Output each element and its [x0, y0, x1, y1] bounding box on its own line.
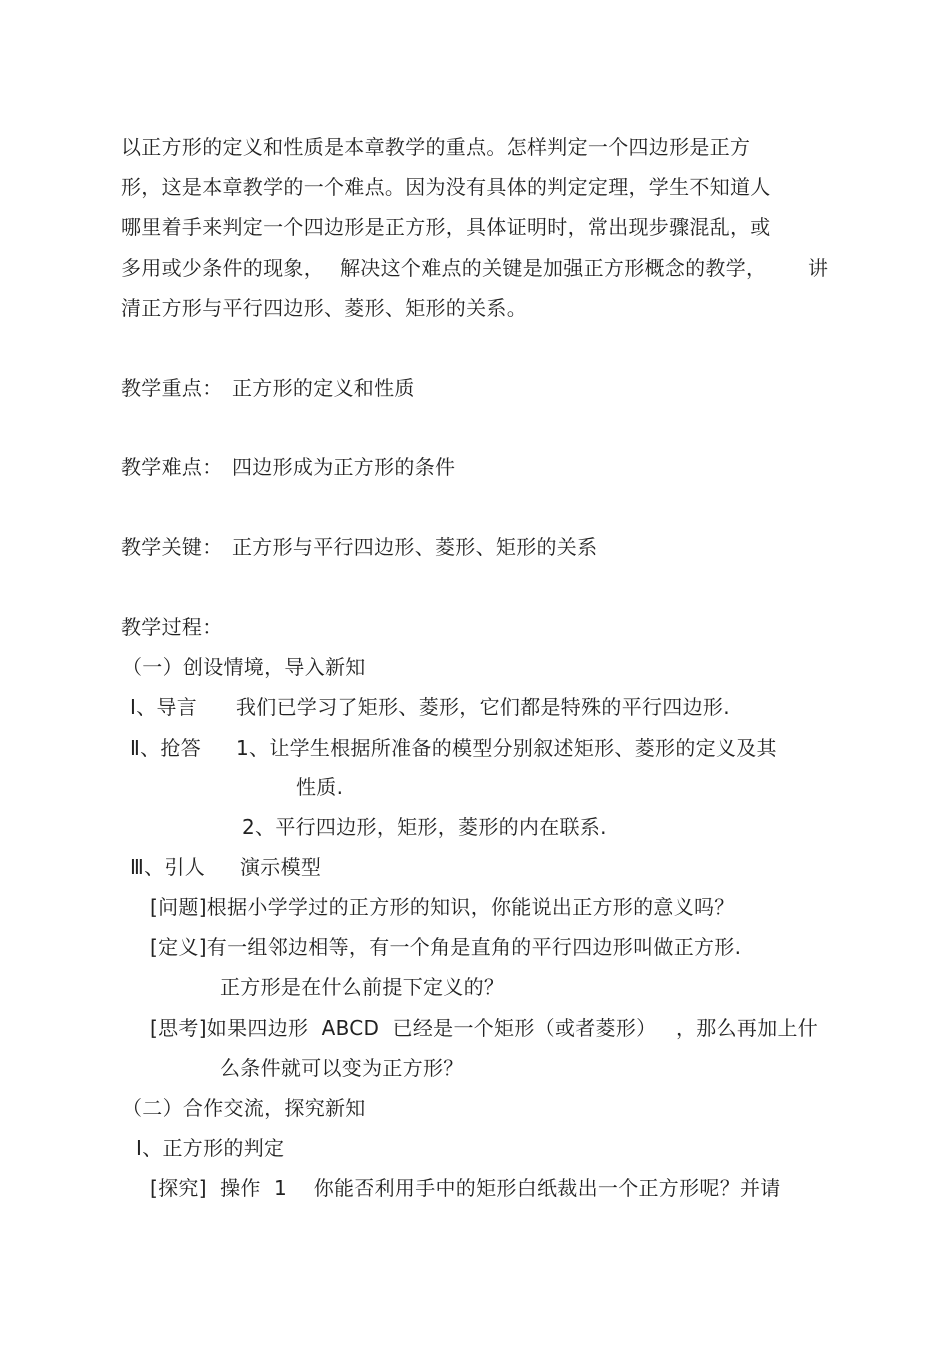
think-line-b: ，那么再加上什 — [676, 1016, 819, 1040]
key-label: 教学关键： — [121, 535, 223, 559]
section-2-heading: （二）合作交流，探究新知 — [122, 1096, 366, 1120]
question-line: [问题]根据小学学过的正方形的知识，你能说出正方形的意义吗？ — [150, 895, 735, 919]
focus-label: 教学重点： — [121, 376, 223, 400]
intro-line-4c: 讲 — [808, 256, 829, 280]
quiz-item-1-cont: 性质. — [296, 775, 344, 799]
key-text: 正方形与平行四边形、菱形、矩形的关系 — [232, 535, 598, 559]
intro-line-5: 清正方形与平行四边形、菱形、矩形的关系。 — [121, 296, 527, 320]
intro-line-4b: 解决这个难点的关键是加强正方形概念的教学， — [340, 256, 767, 280]
definition-cont: 正方形是在什么前提下定义的？ — [220, 975, 505, 999]
intro-line-4a: 多用或少条件的现象， — [121, 256, 324, 280]
difficulty-text: 四边形成为正方形的条件 — [232, 455, 456, 479]
lead-text: 演示模型 — [240, 855, 322, 879]
judge-title: Ⅰ、正方形的判定 — [136, 1136, 285, 1160]
intro-text: 我们已学习了矩形、菱形，它们都是特殊的平行四边形. — [236, 695, 730, 719]
definition-line: [定义]有一组邻边相等，有一个角是直角的平行四边形叫做正方形. — [150, 935, 742, 959]
focus-text: 正方形的定义和性质 — [232, 376, 415, 400]
intro-label: Ⅰ、导言 — [130, 695, 198, 719]
intro-line-1: 以正方形的定义和性质是本章教学的重点。怎样判定一个四边形是正方 — [121, 135, 751, 159]
think-line-a: [思考]如果四边形 ABCD 已经是一个矩形（或者菱形） — [150, 1016, 657, 1040]
quiz-item-2: 2、平行四边形，矩形，菱形的内在联系. — [242, 815, 607, 839]
think-cont: 么条件就可以变为正方形？ — [220, 1056, 464, 1080]
explore-line: [探究] 操作 1 你能否利用手中的矩形白纸裁出一个正方形呢？并请 — [150, 1176, 781, 1200]
process-title: 教学过程： — [121, 615, 223, 639]
intro-line-2: 形，这是本章教学的一个难点。因为没有具体的判定定理，学生不知道人 — [121, 175, 771, 199]
section-1-heading: （一）创设情境，导入新知 — [122, 655, 366, 679]
intro-line-3: 哪里着手来判定一个四边形是正方形，具体证明时，常出现步骤混乱，或 — [121, 215, 771, 239]
lead-label: Ⅲ、引人 — [130, 855, 205, 879]
quiz-item-1: 1、让学生根据所准备的模型分别叙述矩形、菱形的定义及其 — [236, 736, 777, 760]
quiz-label: Ⅱ、抢答 — [130, 736, 202, 760]
difficulty-label: 教学难点： — [121, 455, 223, 479]
